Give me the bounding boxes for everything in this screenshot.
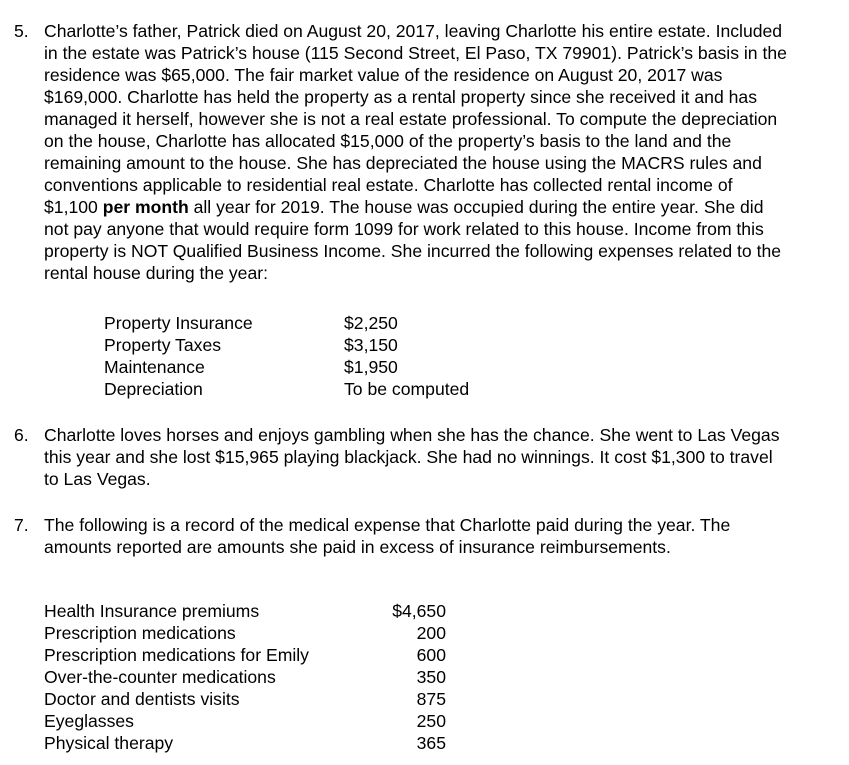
text-line: conventions applicable to residential real estate. Charlotte has collected rental income of bbox=[44, 175, 733, 195]
text-line: property is NOT Qualified Business Income. She incurred the following expenses related to the bbox=[44, 241, 782, 261]
text-line: not pay anyone that would require form 1099 for work related to this house. Income from this bbox=[44, 219, 764, 239]
expense-value: 200 bbox=[416, 623, 446, 643]
expense-value: $2,250 bbox=[344, 313, 398, 333]
table-row bbox=[44, 688, 446, 710]
text-line: remaining amount to the house. She has depreciated the house using the MACRS rules and bbox=[44, 153, 762, 173]
text-line: The following is a record of the medical expense that Charlotte paid during the year. The bbox=[44, 515, 731, 535]
table-row bbox=[104, 312, 504, 334]
text-line: amounts reported are amounts she paid in excess of insurance reimbursements. bbox=[44, 537, 671, 557]
question-number: 7. bbox=[14, 515, 29, 535]
expense-label: Over-the-counter medications bbox=[44, 667, 276, 687]
expense-label: Prescription medications for Emily bbox=[44, 645, 309, 665]
table-row bbox=[44, 622, 446, 644]
expense-value: 365 bbox=[416, 733, 446, 753]
text-line bbox=[44, 196, 834, 218]
table-row bbox=[44, 644, 446, 666]
expense-value: $1,950 bbox=[344, 357, 398, 377]
expense-label: Depreciation bbox=[104, 379, 203, 399]
question-text bbox=[44, 20, 834, 284]
table-row bbox=[44, 710, 446, 732]
text-line: on the house, Charlotte has allocated $15,000 of the property’s basis to the land and the bbox=[44, 131, 732, 151]
medical-expenses-table bbox=[44, 600, 446, 754]
expense-value: 250 bbox=[416, 711, 446, 731]
text-line: Charlotte’s father, Patrick died on August 20, 2017, leaving Charlotte his entire estate. Included bbox=[44, 21, 783, 41]
expense-value: 875 bbox=[416, 689, 446, 709]
expense-label: Prescription medications bbox=[44, 623, 236, 643]
table-row bbox=[44, 600, 446, 622]
text-line: managed it herself, however she is not a real estate professional. To compute the depreciation bbox=[44, 109, 778, 129]
table-row bbox=[104, 356, 504, 378]
text-line: this year and she lost $15,965 playing blackjack. She had no winnings. It cost $1,300 to travel bbox=[44, 447, 773, 467]
rental-expenses-table bbox=[104, 312, 504, 400]
text-line: to Las Vegas. bbox=[44, 469, 151, 489]
question-number: 6. bbox=[14, 425, 29, 445]
bold-emphasis: per month bbox=[102, 197, 189, 217]
table-row bbox=[104, 334, 504, 356]
expense-label: Physical therapy bbox=[44, 733, 174, 753]
text-segment: $1,100 bbox=[44, 197, 103, 217]
expense-label: Eyeglasses bbox=[44, 711, 134, 731]
expense-label: Maintenance bbox=[104, 357, 205, 377]
expense-value: 600 bbox=[416, 645, 446, 665]
expense-label: Property Taxes bbox=[104, 335, 222, 355]
question-text bbox=[44, 424, 834, 490]
text-line: residence was $65,000. The fair market value of the residence on August 20, 2017 was bbox=[44, 65, 723, 85]
expense-label: Property Insurance bbox=[104, 313, 253, 333]
text-line: $169,000. Charlotte has held the property as a rental property since she received it and has bbox=[44, 87, 757, 107]
text-line: in the estate was Patrick’s house (115 Second Street, El Paso, TX 79901). Patrick’s basis in the bbox=[44, 43, 787, 63]
table-row bbox=[104, 378, 504, 400]
table-row bbox=[44, 732, 446, 754]
expense-value: $4,650 bbox=[392, 601, 446, 621]
question-number: 5. bbox=[14, 21, 29, 41]
expense-label: Doctor and dentists visits bbox=[44, 689, 240, 709]
table-row bbox=[44, 666, 446, 688]
text-line: Charlotte loves horses and enjoys gambling when she has the chance. She went to Las Vegas bbox=[44, 425, 780, 445]
text-line: rental house during the year: bbox=[44, 263, 268, 283]
text-segment: all year for 2019. The house was occupied during the entire year. She did bbox=[188, 197, 764, 217]
expense-value: To be computed bbox=[344, 379, 470, 399]
question-text bbox=[44, 514, 834, 558]
expense-value: $3,150 bbox=[344, 335, 398, 355]
expense-value: 350 bbox=[416, 667, 446, 687]
expense-label: Health Insurance premiums bbox=[44, 601, 260, 621]
